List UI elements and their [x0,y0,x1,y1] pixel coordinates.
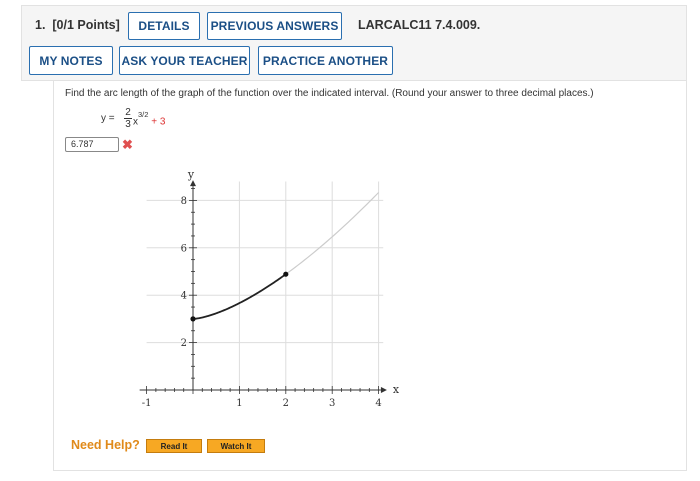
fraction-numerator: 2 [125,107,131,118]
y-tick-label: 2 [180,338,187,350]
previous-answers-button[interactable]: PREVIOUS ANSWERS [207,12,342,40]
y-tick-label: 6 [180,243,187,255]
x-tick-label: 2 [282,398,289,409]
formula-exponent: 3/2 [138,110,149,119]
question-number: 1. [0/1 Points] [35,18,120,32]
y-axis-label: y [187,168,195,182]
formula-lhs: y = [101,113,115,124]
y-tick-label: 4 [180,290,187,302]
watch-it-button[interactable]: Watch It [207,439,265,453]
function-graph [135,160,405,415]
question-reference: LARCALC11 7.4.009. [358,18,481,32]
my-notes-button[interactable]: MY NOTES [29,46,113,75]
x-axis-arrow [381,387,387,393]
question-header [21,5,687,81]
points-label: [0/1 Points] [52,18,120,32]
need-help-label: Need Help? [71,438,140,452]
incorrect-x-icon: ✖ [122,137,133,152]
formula-power-term: $x^{3/2} + 3$ [133,110,166,128]
formula-constant: + 3 [151,116,166,128]
practice-another-button[interactable]: PRACTICE ANOTHER [258,46,393,75]
x-tick-label: -1 [141,398,152,409]
y-tick-label: 8 [180,195,187,207]
problem-prompt: Find the arc length of the graph of the function over the indicated interval. (Round your answer to three decimal places.) [65,88,594,99]
x-tick-label: 1 [236,398,243,409]
read-it-button[interactable]: Read It [146,439,202,453]
answer-input[interactable]: 6.787 [65,137,119,152]
fraction-denominator: 3 [125,119,131,130]
ask-teacher-button[interactable]: ASK YOUR TEACHER [119,46,250,75]
endpoint-dot [283,272,288,277]
details-button[interactable]: DETAILS [128,12,200,40]
x-axis-label: x [392,383,400,396]
formula-fraction [123,107,133,130]
x-tick-label: 4 [375,398,382,409]
endpoint-dot [190,316,195,321]
x-tick-label: 3 [329,398,336,409]
